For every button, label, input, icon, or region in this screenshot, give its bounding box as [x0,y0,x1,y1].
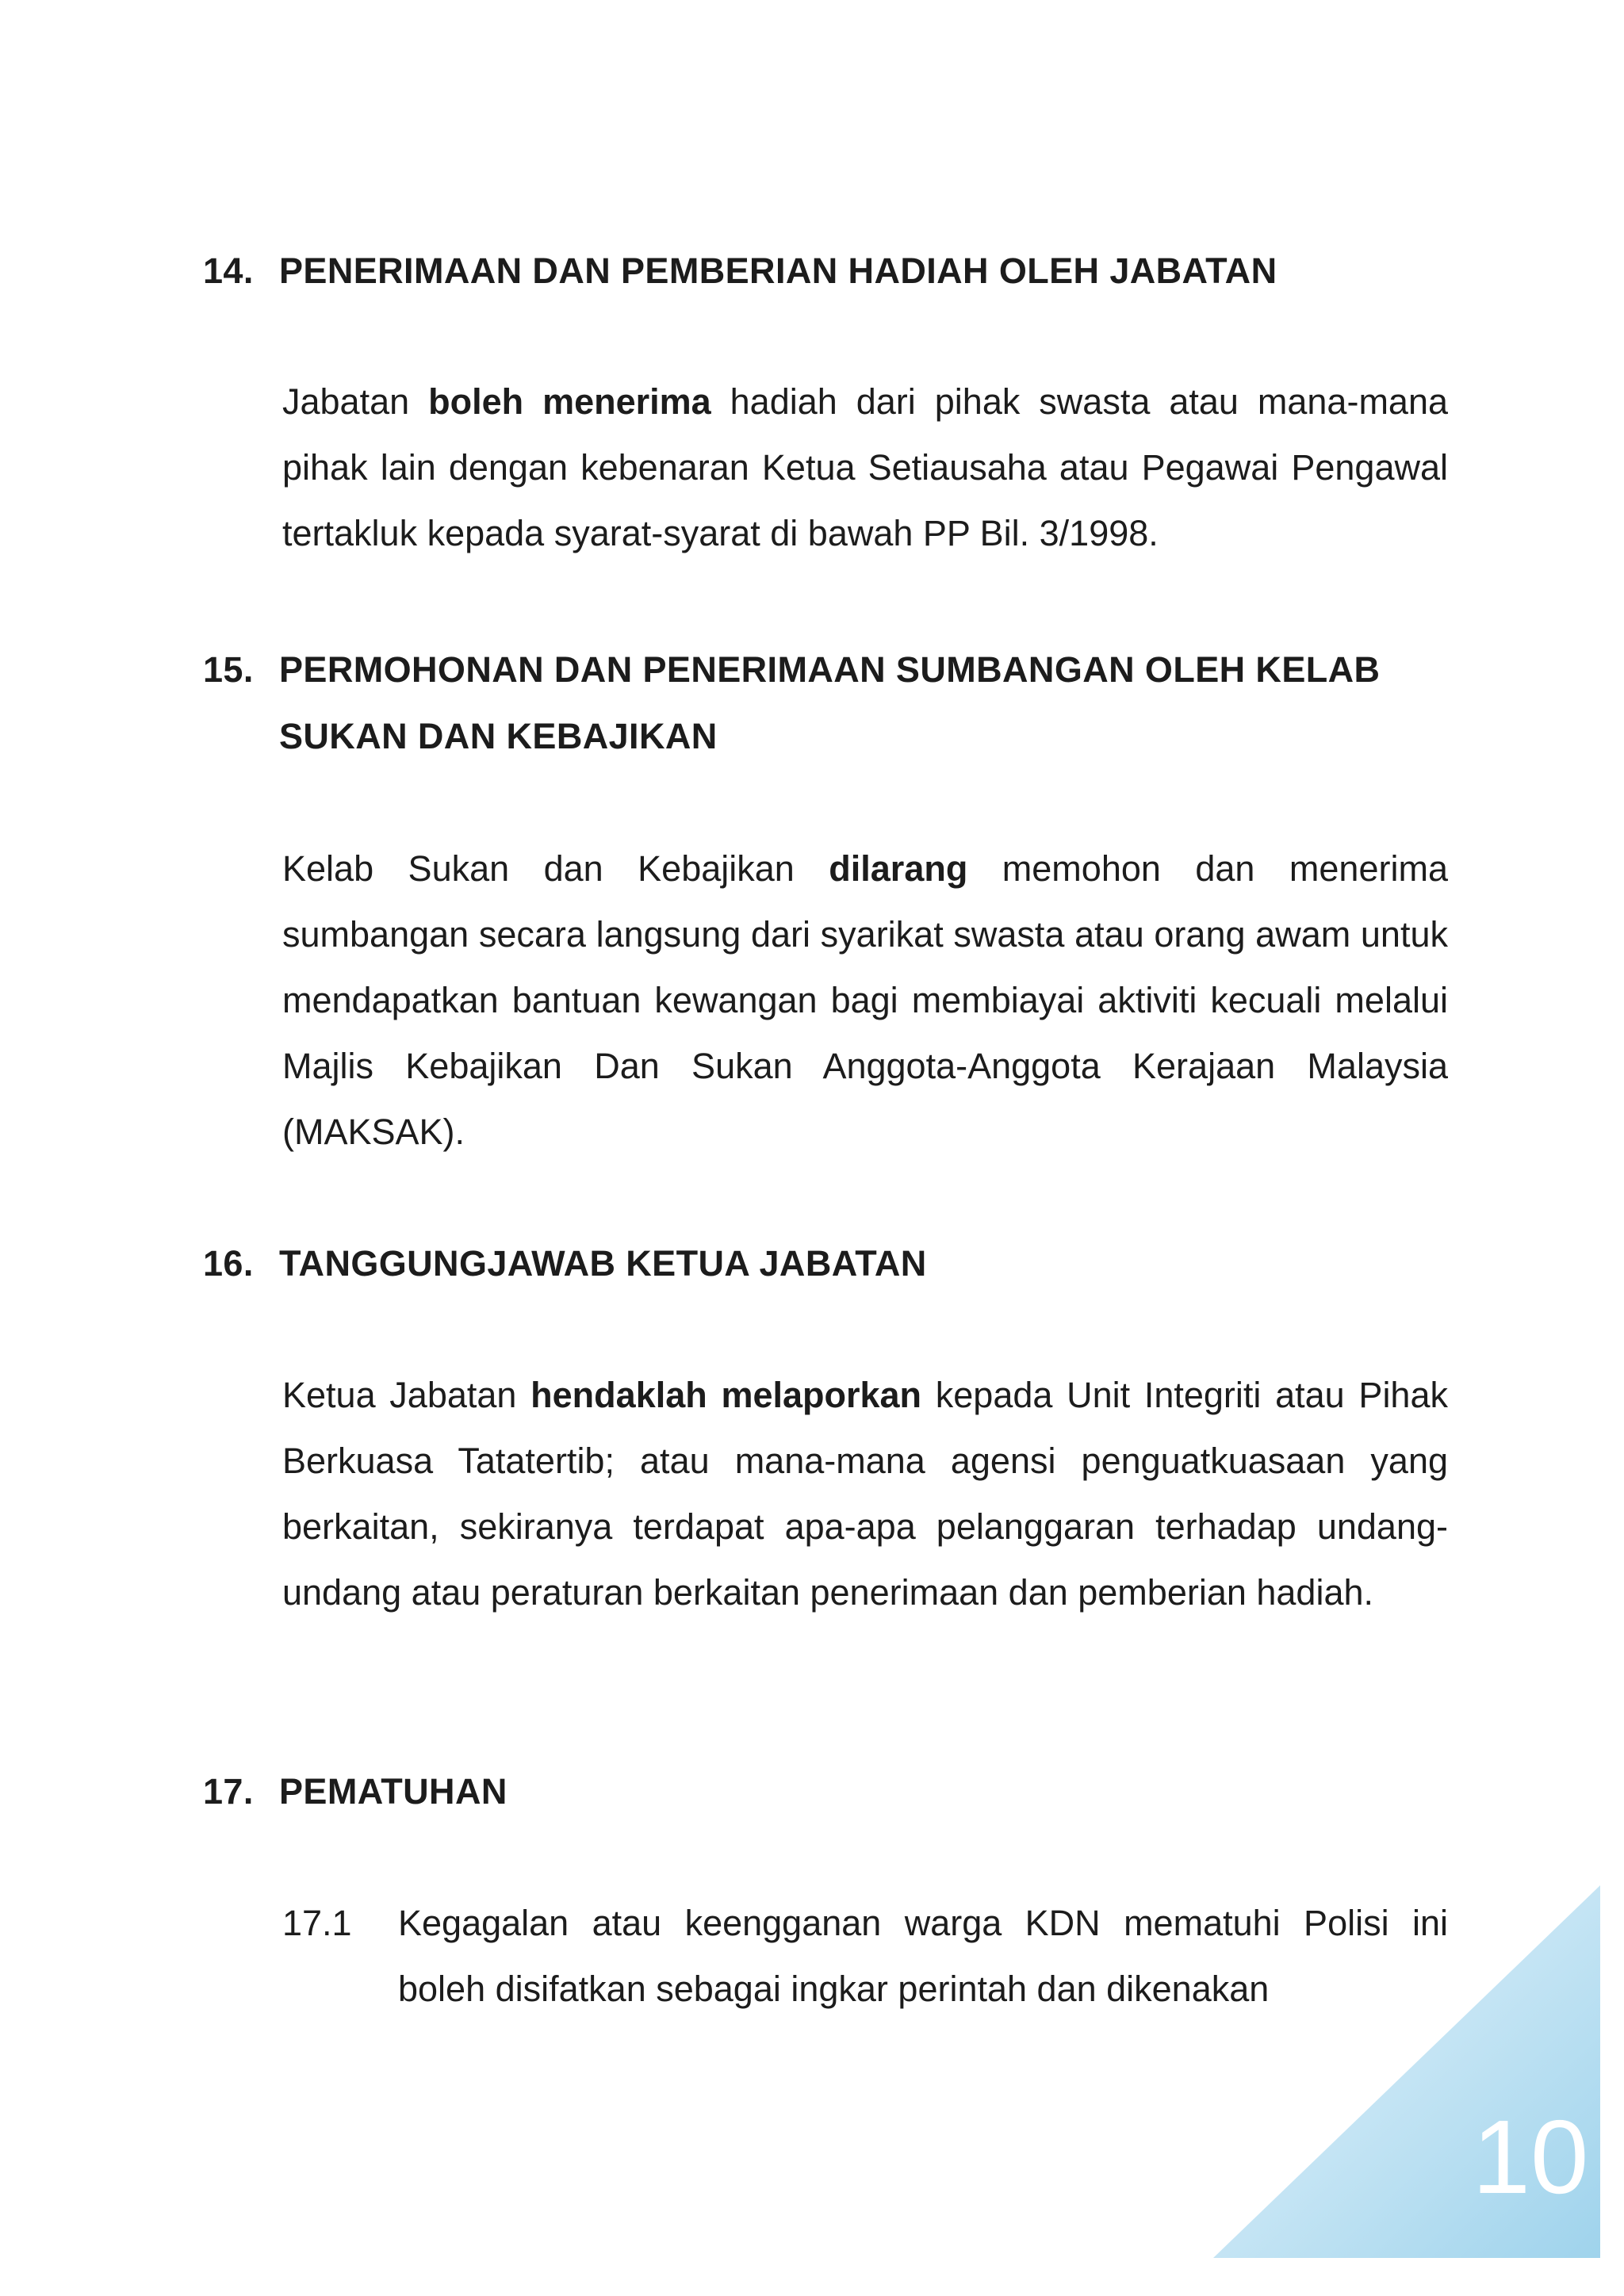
section-14-paragraph: Jabatan boleh menerima hadiah dari pihak swasta atau mana-mana pihak lain dengan kebenaran Ketua Setiausaha atau Pegawai Pengawal tertakluk kepada syarat-syarat di bawah PP Bil. 3/1998. [282,381,1449,553]
section-16-number: 16. [203,1243,254,1284]
section-17-number: 17. [203,1771,254,1812]
section-15-emphasis: dilarang [829,848,968,889]
subsection-17-1-text: Kegagalan atau keengganan warga KDN mematuhi Polisi ini boleh disifatkan sebagai ingkar perintah dan dikenakan [398,1903,1448,2009]
section-15-number: 15. [203,649,254,690]
section-14-emphasis: boleh menerima [428,381,711,422]
section-16-paragraph: Ketua Jabatan hendaklah melaporkan kepada Unit Integriti atau Pihak Berkuasa Tatatertib; atau mana-mana agensi penguatkuasaan yang berkaitan, sekiranya terdapat apa-apa pelanggaran terhadap undang-undang atau peraturan berkaitan penerimaan dan pemberian hadiah. [282,1375,1448,1613]
section-15-title-line2: SUKAN DAN KEBAJIKAN [279,716,718,756]
section-15-heading [203,637,1472,770]
section-16-heading [203,1230,1440,1297]
page-number: 10 [1472,2099,1589,2215]
section-16-emphasis: hendaklah melaporkan [530,1375,922,1415]
section-17-title: PEMATUHAN [279,1771,508,1812]
section-14-heading [203,238,1440,304]
subsection-17-1-number: 17.1 [282,1903,352,1943]
section-16-title: TANGGUNGJAWAB KETUA JABATAN [279,1243,927,1284]
section-17-heading [203,1758,1440,1825]
section-15-title-line1: PERMOHONAN DAN PENERIMAAN SUMBANGAN OLEH KELAB [279,649,1381,690]
section-15-paragraph: Kelab Sukan dan Kebajikan dilarang memohon dan menerima sumbangan secara langsung dari syarikat swasta atau orang awam untuk mendapatkan bantuan kewangan bagi membiayai aktiviti kecuali melalui Majlis Kebajikan Dan Sukan Anggota-Anggota Kerajaan Malaysia (MAKSAK). [282,848,1448,1152]
section-14-title: PENERIMAAN DAN PEMBERIAN HADIAH OLEH JABATAN [279,251,1277,291]
section-14-number: 14. [203,251,254,291]
